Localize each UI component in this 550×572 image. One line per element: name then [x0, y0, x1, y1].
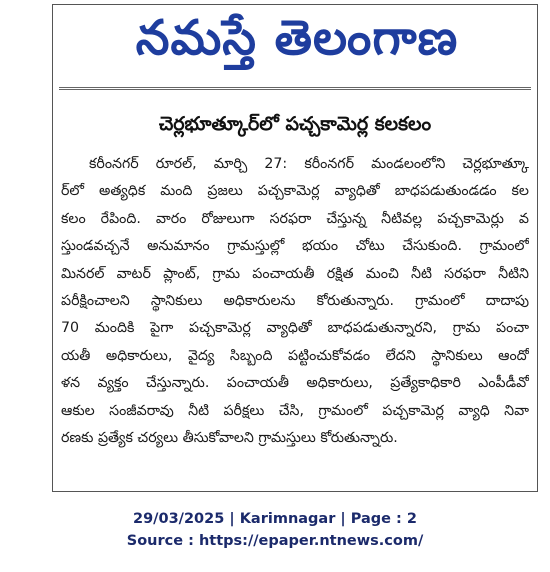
article-line: రణకు ప్రత్యేక చర్యలు తీసుకోవాలని గ్రామస్తులు కోరుతున్నారు. — [61, 429, 398, 446]
article-line: యతీ అధికారులు, వైద్య సిబ్బంది పట్టించుకోవడం లేదని స్థానికులు ఆందో — [61, 347, 529, 364]
article-line: స్తుండవచ్చనే అనుమానం గ్రామస్తుల్లో భయం చోటు చేసుకుంది. గ్రామంలో — [61, 238, 529, 255]
article-line: కలం రేపింది. వారం రోజులుగా సరఫరా చేస్తున్న నీటివల్ల పచ్చకామెర్లు వ — [61, 210, 529, 227]
article-line: కరీంనగర్ రూరల్, మార్చి 27: కరీంనగర్ మండలంలోని చెర్లభూత్కూ — [89, 156, 529, 172]
source-link[interactable]: Source : https://epaper.ntnews.com/ — [126, 533, 424, 549]
article-line: మినరల్ వాటర్ ప్లాంట్, గ్రామ పంచాయతీ రక్షిత మంచి నీటి సరఫరా నీటిని — [61, 265, 529, 282]
article-body — [61, 151, 529, 452]
newspaper-clipping — [52, 4, 538, 492]
article-line: ఆకుల సంజీవరావు నీటి పరీక్షలు చేసి, గ్రామంలో పచ్చకామెర్ల వ్యాధి నివా — [61, 402, 529, 419]
publication-info: 29/03/2025 | Karimnagar | Page : 2 — [133, 511, 417, 527]
article-line: 70 మందికి పైగా పచ్చకామెర్ల వ్యాధితో బాధపడుతున్నారని, గ్రామ పంచా — [61, 320, 529, 337]
masthead-divider — [59, 87, 531, 88]
newspaper-masthead: నమస్తే తెలంగాణ — [135, 10, 459, 66]
article-line: ళన వ్యక్తం చేస్తున్నారు. పంచాయతీ అధికారులు, ప్రత్యేకాధికారి ఎంపీడీవో — [61, 375, 529, 392]
article-line: ర్‌లో అత్యధిక మంది ప్రజలు పచ్చకామెర్ల వ్యాధితో బాధపడుతుండడం కల — [61, 183, 529, 200]
article-headline: చెర్లభూత్కూర్‌లో పచ్చకామెర్ల కలకలం — [158, 113, 432, 135]
article-line: పరీక్షించాలని స్థానికులు అధికారులను కోరుతున్నారు. గ్రామంలో దాదాపు — [61, 292, 529, 309]
masthead-divider-secondary — [59, 89, 531, 90]
